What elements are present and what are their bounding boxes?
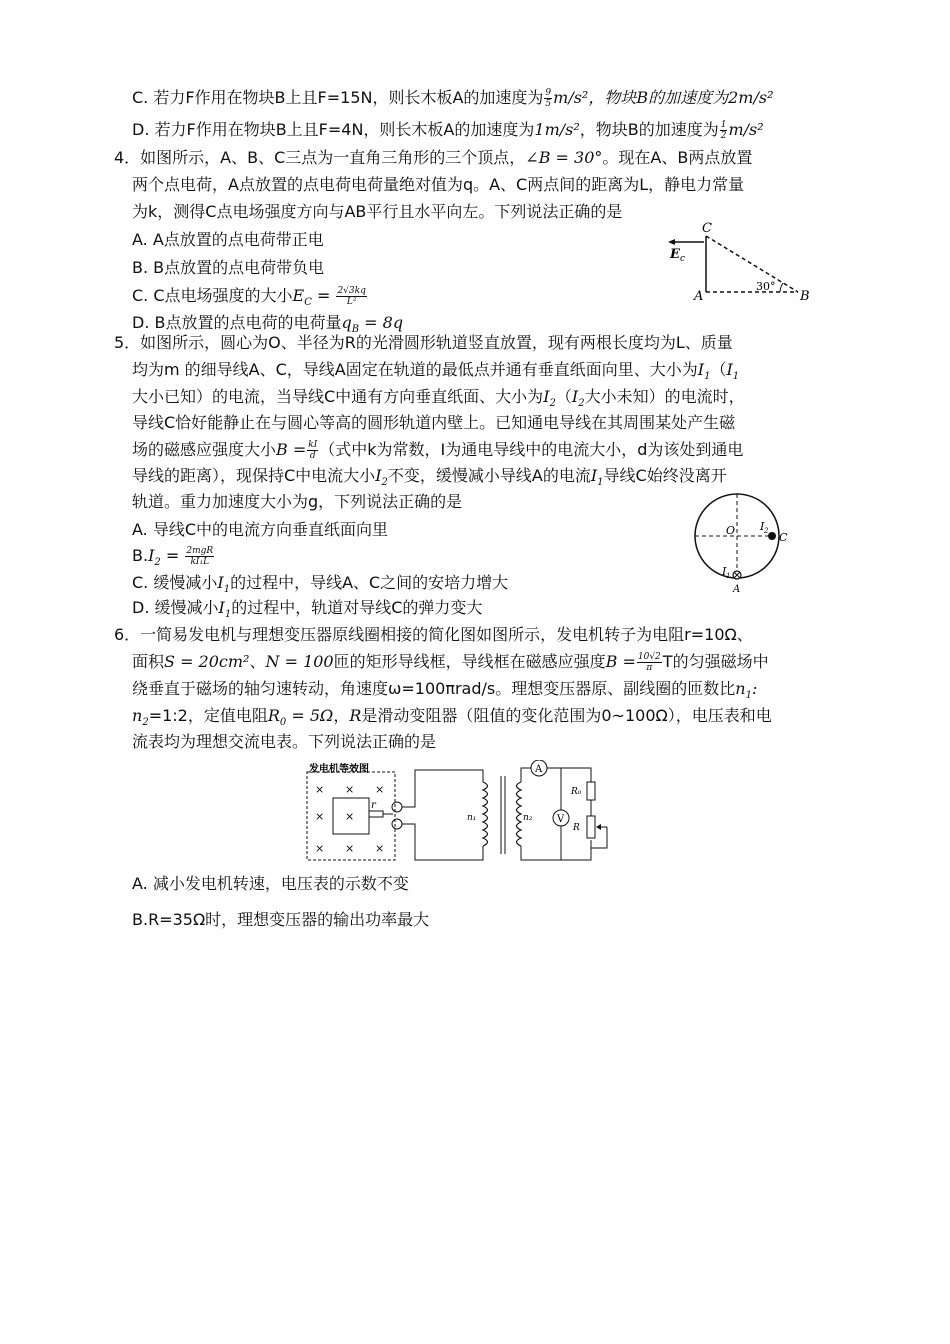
- q6-stem-line1: 6．一简易发电机与理想变压器原线圈相接的简化图如图所示，发电机转子为电阻r=10Ω、: [114, 625, 753, 644]
- q6-stem-line3: 绕垂直于磁场的轴匀速转动，角速度ω=100πrad/s。理想变压器原、副线圈的匝数比$n_1$:: [132, 679, 758, 702]
- q3-option-d: D. 若力F作用在物块B上且F=4N，则长木板A的加速度为1m/s²，物块B的加速度为 $\frac{1}{2}$ m/s²: [132, 120, 764, 141]
- q3-c-frac: $\frac{9}{5}$: [545, 88, 552, 109]
- q6-stem-line2: 面积S = 20cm²、N = 100匝的矩形导线框，导线框在磁感应强度B = $\frac{10√2}{\pi}$ T的匀强磁场中: [132, 652, 769, 673]
- q6-cross-5: ×: [345, 810, 355, 823]
- q6-label-n2: n₂: [523, 813, 533, 823]
- q4-label-ec: E: [670, 247, 680, 262]
- q3-d-frac: $\frac{1}{2}$: [720, 120, 727, 141]
- q4-label-a: A: [694, 289, 704, 304]
- q5-stem-line5: 场的磁感应强度大小B = $\frac{kI}{d}$ （式中k为常数，I为通电导线中的电流大小，d为该处到通电: [132, 440, 744, 461]
- q6-stem-line5: 流表均为理想交流电表。下列说法正确的是: [132, 732, 437, 751]
- q5-label-a: A: [733, 584, 741, 595]
- q5-label-i2-sub: 2: [764, 527, 769, 535]
- q4-option-d: D. B点放置的点电荷的电荷量$q_B = 8q$: [132, 313, 404, 336]
- q5-stem-line7: 轨道。重力加速度大小为g，下列说法正确的是: [132, 492, 463, 511]
- q4-label-c: C: [702, 221, 712, 236]
- q6-cross-2: ×: [315, 810, 325, 823]
- q4-triangle-figure: [660, 220, 820, 305]
- q6-cross-8: ×: [375, 842, 385, 855]
- q5-stem-line2: 均为m 的细导线A、C，导线A固定在轨道的最低点并通有垂直纸面向里、大小为$I_1(I_1$: [132, 360, 740, 383]
- q6-ammeter-label: A: [535, 764, 543, 775]
- q5-option-d: D. 缓慢减小$I_1$的过程中，轨道对导线C的弹力变大: [132, 598, 483, 621]
- q5-circle-figure: [685, 480, 795, 595]
- q4-stem-line1: 4．如图所示，A、B、C三点为一直角三角形的三个顶点，∠B = 30°。现在A、B两点放置: [114, 148, 753, 167]
- q5-stem-line1: 5．如图所示，圆心为O、半径为R的光滑圆形轨道竖直放置，现有两根长度均为L、质量: [114, 333, 733, 352]
- q6-label-r0: R₀: [571, 787, 582, 797]
- q5-label-c: C: [779, 531, 788, 544]
- q5-stem-line3: 大小已知）的电流，当导线C中通有方向垂直纸面、大小为$I_2(I_2$大小未知）的电流时，: [132, 387, 745, 410]
- q6-label-n1: n₁: [467, 813, 477, 823]
- q6-cross-3: ×: [315, 842, 325, 855]
- q6-generator-title: 发电机等效图: [309, 764, 369, 775]
- q4-label-ec-sub: c: [680, 254, 686, 264]
- q4-stem-line3: 为k，测得C点电场强度方向与AB平行且水平向左。下列说法正确的是: [132, 202, 623, 221]
- q6-cross-6: ×: [345, 842, 355, 855]
- q6-cross-7: ×: [375, 783, 385, 796]
- q5-label-i1-sub: 1: [726, 572, 731, 580]
- q5-opt-b-frac: $\frac{\text{2mgR}}{\text{kI₁L}}$: [186, 546, 214, 567]
- q6-stem-line4: $n_2=1:2$，定值电阻$R_0 = 5\Omega$，R是滑动变阻器（阻值的变化范围为0~100Ω），电压表和电: [132, 706, 772, 729]
- q5-option-c: C. 缓慢减小$I_1$的过程中，导线A、C之间的安培力增大: [132, 573, 509, 596]
- q3-option-c: C. 若力F作用在物块B上且F=15N，则长木板A的加速度为 $\frac{9}{5}$ m/s²，物块B的加速度为2m/s²: [132, 88, 774, 109]
- q5-label-i1: I: [722, 565, 727, 578]
- q4-option-a: A. A点放置的点电荷带正电: [132, 230, 324, 249]
- q5-option-a: A. 导线C中的电流方向垂直纸面向里: [132, 520, 389, 539]
- q5-label-i2: I: [760, 520, 765, 533]
- q6-voltmeter-label: V: [557, 814, 565, 825]
- q4-c-frac: $\frac{2√3kq}{\text{L²}}$: [337, 286, 366, 307]
- q4-angle-label: 30°: [756, 280, 776, 293]
- q6-circuit-figure: [305, 760, 615, 868]
- q4-option-b: B. B点放置的点电荷带负电: [132, 258, 325, 277]
- q6-option-b: B.R=35Ω时，理想变压器的输出功率最大: [132, 910, 430, 929]
- q5-option-b: $B.I_2$ = $\frac{\text{2mgR}}{\text{kI₁L}}$: [132, 546, 214, 569]
- q6-label-r: r: [371, 800, 376, 811]
- q5-stem-line6: 导线的距离），现保持C中电流大小$I_2$不变，缓慢减小导线A的电流$I_1$导线C始终没离开: [132, 466, 727, 489]
- q6-option-a: A. 减小发电机转速，电压表的示数不变: [132, 874, 409, 893]
- q5-label-o: O: [726, 524, 736, 537]
- q6-label-r-rheostat: R: [573, 823, 580, 833]
- q6-cross-4: ×: [345, 783, 355, 796]
- q6-cross-1: ×: [315, 783, 325, 796]
- q4-stem-line2: 两个点电荷，A点放置的点电荷电荷量绝对值为q。A、C两点间的距离为L，静电力常量: [132, 175, 745, 194]
- q5-stem-line4: 导线C恰好能静止在与圆心等高的圆形轨道内壁上。已知通电导线在其周围某处产生磁: [132, 413, 736, 432]
- q4-label-b: B: [800, 289, 810, 304]
- q5-b-frac: $\frac{kI}{d}$: [308, 440, 318, 461]
- q4-option-c: C. C点电场强度的大小$E_C$ = $\frac{2√3kq}{\text{L²}}$: [132, 286, 366, 309]
- q6-b-frac: $\frac{10√2}{\pi}$: [637, 652, 661, 673]
